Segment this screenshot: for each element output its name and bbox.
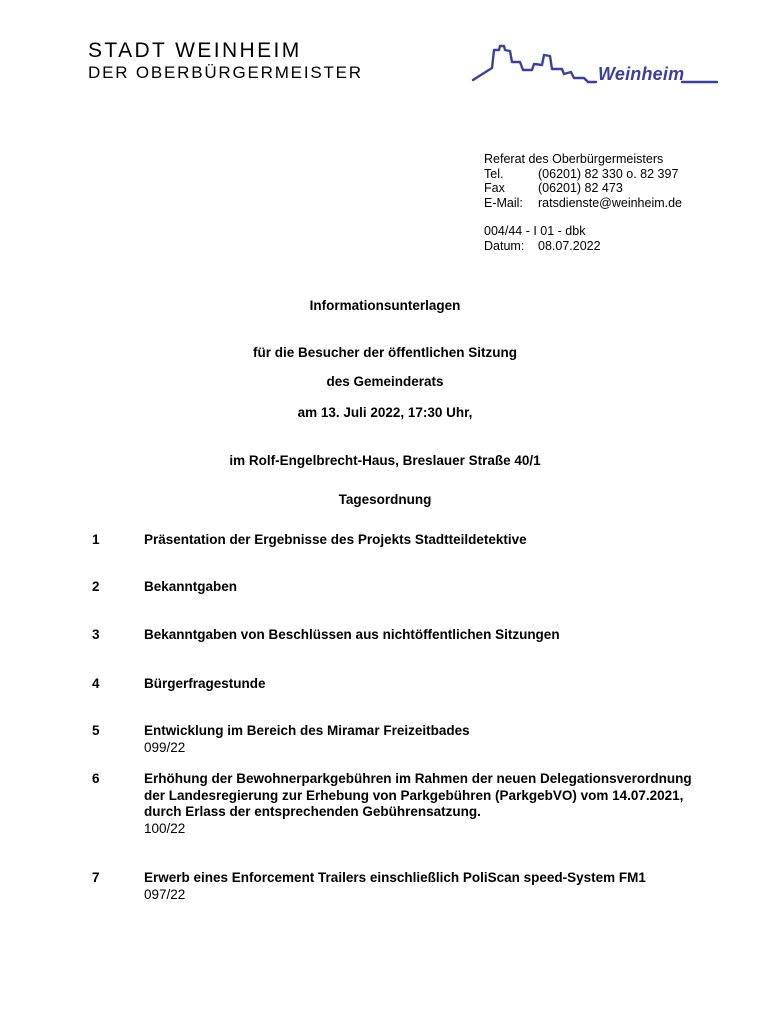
agenda-reference: 097/22 (144, 886, 186, 902)
agenda-heading: Tagesordnung (338, 492, 432, 507)
contact-fax: Fax (06201) 82 473 (484, 181, 623, 195)
agenda-reference: 100/22 (144, 820, 186, 836)
letterhead-city: STADT WEINHEIM (88, 39, 302, 62)
agenda-number: 2 (92, 579, 100, 594)
document-date: Datum: 08.07.2022 (484, 238, 601, 253)
contact-email: E-Mail: ratsdienste@weinheim.de (484, 195, 683, 210)
agenda-title: Erwerb eines Enforcement Trailers einschließlich PoliScan speed-System FM1 (144, 870, 646, 885)
file-reference: 004/44 - I 01 - dbk (484, 224, 586, 238)
agenda-title: Entwicklung im Bereich des Miramar Freizeitbades (144, 723, 470, 738)
heading-audience: für die Besucher der öffentlichen Sitzung (252, 345, 518, 360)
agenda-title: Bekanntgaben (144, 579, 238, 594)
letterhead-office: DER OBERBÜRGERMEISTER (88, 63, 363, 82)
agenda-number: 5 (92, 723, 100, 738)
agenda-number: 1 (92, 532, 100, 547)
weinheim-logo (470, 42, 720, 92)
agenda-number: 4 (92, 676, 100, 691)
agenda-title: Erhöhung der Bewohnerparkgebühren im Rahmen der neuen Delegationsverordnung der Landesregierung zur Erhebung von Parkgebühren (ParkgebVO) vom 14.07.2021, durch Erlass der entsprechenden Gebührensatzung. (144, 771, 692, 819)
agenda-title: Bekanntgaben von Beschlüssen aus nichtöffentlichen Sitzungen (144, 627, 560, 642)
document-title: Informationsunterlagen (309, 298, 461, 313)
heading-location: im Rolf-Engelbrecht-Haus, Breslauer Straße 40/1 (229, 453, 541, 468)
agenda-title: Bürgerfragestunde (144, 676, 266, 691)
heading-datetime: am 13. Juli 2022, 17:30 Uhr, (297, 405, 473, 420)
heading-council: des Gemeinderats (326, 374, 444, 389)
contact-tel: Tel. (06201) 82 330 o. 82 397 (484, 166, 679, 181)
agenda-number: 3 (92, 627, 100, 642)
agenda-title: Präsentation der Ergebnisse des Projekts Stadtteildetektive (144, 532, 527, 547)
agenda-number: 6 (92, 771, 100, 786)
contact-block (484, 152, 682, 253)
contact-office: Referat des Oberbürgermeisters (484, 152, 664, 166)
letterhead (88, 40, 363, 84)
logo-wordmark: Weinheim (598, 64, 685, 84)
agenda-number: 7 (92, 870, 100, 885)
agenda-reference: 099/22 (144, 739, 186, 755)
